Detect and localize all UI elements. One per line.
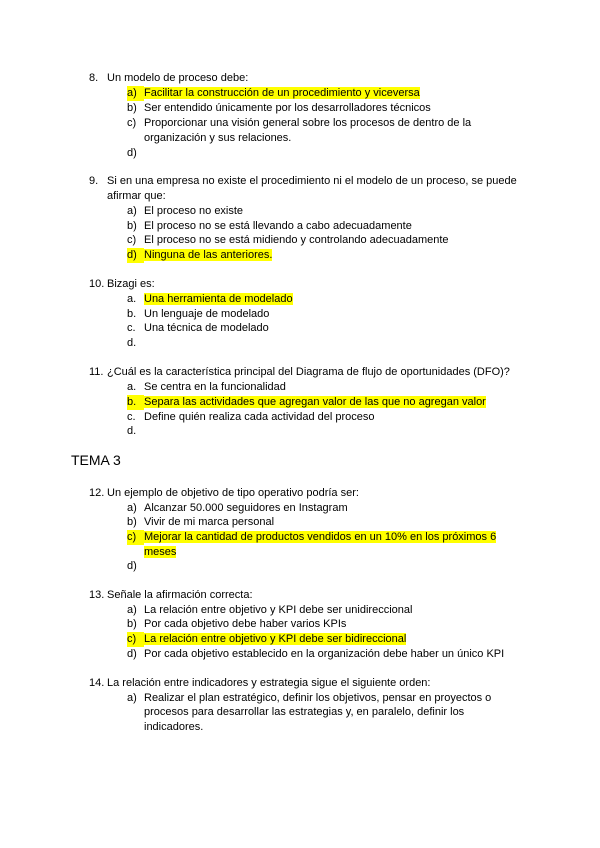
option-label: a. [127,381,137,393]
option-label: d) [127,560,137,572]
option-text: Define quién realiza cada actividad del proceso [144,411,375,423]
q12-option-a [127,501,348,516]
option-text: Proporcionar una visión general sobre los procesos de dentro de la [144,117,472,129]
option-label: d. [127,337,137,349]
question-text: Señale la afirmación correcta: [107,589,253,601]
q14-option-a-continuation-2: indicadores. [144,721,204,733]
question-13 [89,588,253,603]
option-text-highlighted: La relación entre objetivo y KPI debe ser bidireccional [144,633,407,645]
option-label: a) [127,692,137,704]
option-text: El proceso no se está midiendo y controlando adecuadamente [144,234,449,246]
option-label: a) [127,604,137,616]
q11-option-a [127,380,286,395]
option-text: Alcanzar 50.000 seguidores en Instagram [144,502,348,514]
option-text-highlighted: Una herramienta de modelado [144,293,293,305]
q10-option-a [127,292,293,307]
q9-option-d [127,248,272,263]
q14-option-a [127,691,491,706]
question-text: ¿Cuál es la característica principal del Diagrama de flujo de oportunidades (DFO)? [107,366,510,378]
option-text: Realizar el plan estratégico, definir los objetivos, pensar en proyectos o [144,692,492,704]
option-text: Por cada objetivo establecido en la organización debe haber un único KPI [144,648,505,660]
option-label: d) [127,248,144,263]
option-text: Se centra en la funcionalidad [144,381,286,393]
section-heading: TEMA 3 [71,452,121,468]
question-14 [89,676,430,691]
option-text-highlighted: Ninguna de las anteriores. [144,249,273,261]
question-number: 10. [89,278,105,290]
option-text-highlighted: Separa las actividades que agregan valor de las que no agregan valor [144,396,486,408]
option-text: Por cada objetivo debe haber varios KPIs [144,618,347,630]
question-9-continuation: afirmar que: [107,190,166,202]
q8-option-c [127,116,471,131]
question-10 [89,277,155,292]
q12-option-c-continuation [144,545,176,560]
q10-option-c [127,321,269,336]
option-label: c. [127,322,136,334]
option-text: Ser entendido únicamente por los desarrolladores técnicos [144,102,431,114]
question-text: Bizagi es: [107,278,155,290]
option-label: c. [127,411,136,423]
option-label: a) [127,86,144,101]
q11-option-c [127,410,375,425]
q9-option-c [127,233,449,248]
option-text: El proceso no existe [144,205,244,217]
question-text: La relación entre indicadores y estrategia sigue el siguiente orden: [107,677,431,689]
option-label: d) [127,648,137,660]
q8-option-b [127,101,431,116]
option-label: d) [127,147,137,159]
q9-option-b [127,219,412,234]
question-8 [89,71,248,86]
question-number: 11. [89,366,104,378]
q8-option-d [127,146,144,161]
option-label: b. [127,308,137,320]
q12-option-b [127,515,274,530]
question-text: Un ejemplo de objetivo de tipo operativo podría ser: [107,487,359,499]
option-label: c) [127,632,144,647]
q9-option-a [127,204,243,219]
option-text: Una técnica de modelado [144,322,269,334]
q12-option-d [127,559,144,574]
option-label: b) [127,618,137,630]
q10-option-b [127,307,269,322]
option-label: c) [127,117,137,129]
q13-option-c [127,632,406,647]
option-label: a) [127,502,137,514]
question-9 [89,174,517,189]
option-label: c) [127,234,137,246]
q13-option-d [127,647,504,662]
q13-option-a [127,603,412,618]
option-label: b) [127,516,137,528]
option-text-highlighted: Facilitar la construcción de un procedimiento y viceversa [144,87,420,99]
q12-option-c [127,530,496,545]
option-label: c) [127,530,144,545]
question-number: 14. [89,677,105,689]
option-label: a. [127,293,137,305]
question-number: 13. [89,589,105,601]
q10-option-d [127,336,144,351]
question-11 [89,365,510,380]
option-label: d. [127,425,137,437]
option-text: Vivir de mi marca personal [144,516,275,528]
question-12 [89,486,359,501]
option-label: b) [127,102,137,114]
q8-option-c-continuation: organización y sus relaciones. [144,132,292,144]
question-text: Si en una empresa no existe el procedimiento ni el modelo de un proceso, se puede [107,175,517,187]
q8-option-a [127,86,420,101]
question-number: 9. [89,175,99,187]
option-text: Un lenguaje de modelado [144,308,270,320]
option-text: La relación entre objetivo y KPI debe ser unidireccional [144,604,413,616]
option-label: b) [127,220,137,232]
q11-option-b [127,395,486,410]
q13-option-b [127,617,346,632]
q11-option-d [127,424,144,439]
question-number: 12. [89,487,105,499]
question-number: 8. [89,72,99,84]
option-text-highlighted: Mejorar la cantidad de productos vendidos en un 10% en los próximos 6 [144,531,497,543]
q14-option-a-continuation-1: procesos para desarrollar las estrategias y, en paralelo, definir los [144,706,465,718]
option-text-highlighted: meses [144,546,177,558]
option-label: a) [127,205,137,217]
option-label: b. [127,395,144,410]
option-text: El proceso no se está llevando a cabo adecuadamente [144,220,412,232]
question-text: Un modelo de proceso debe: [107,72,249,84]
